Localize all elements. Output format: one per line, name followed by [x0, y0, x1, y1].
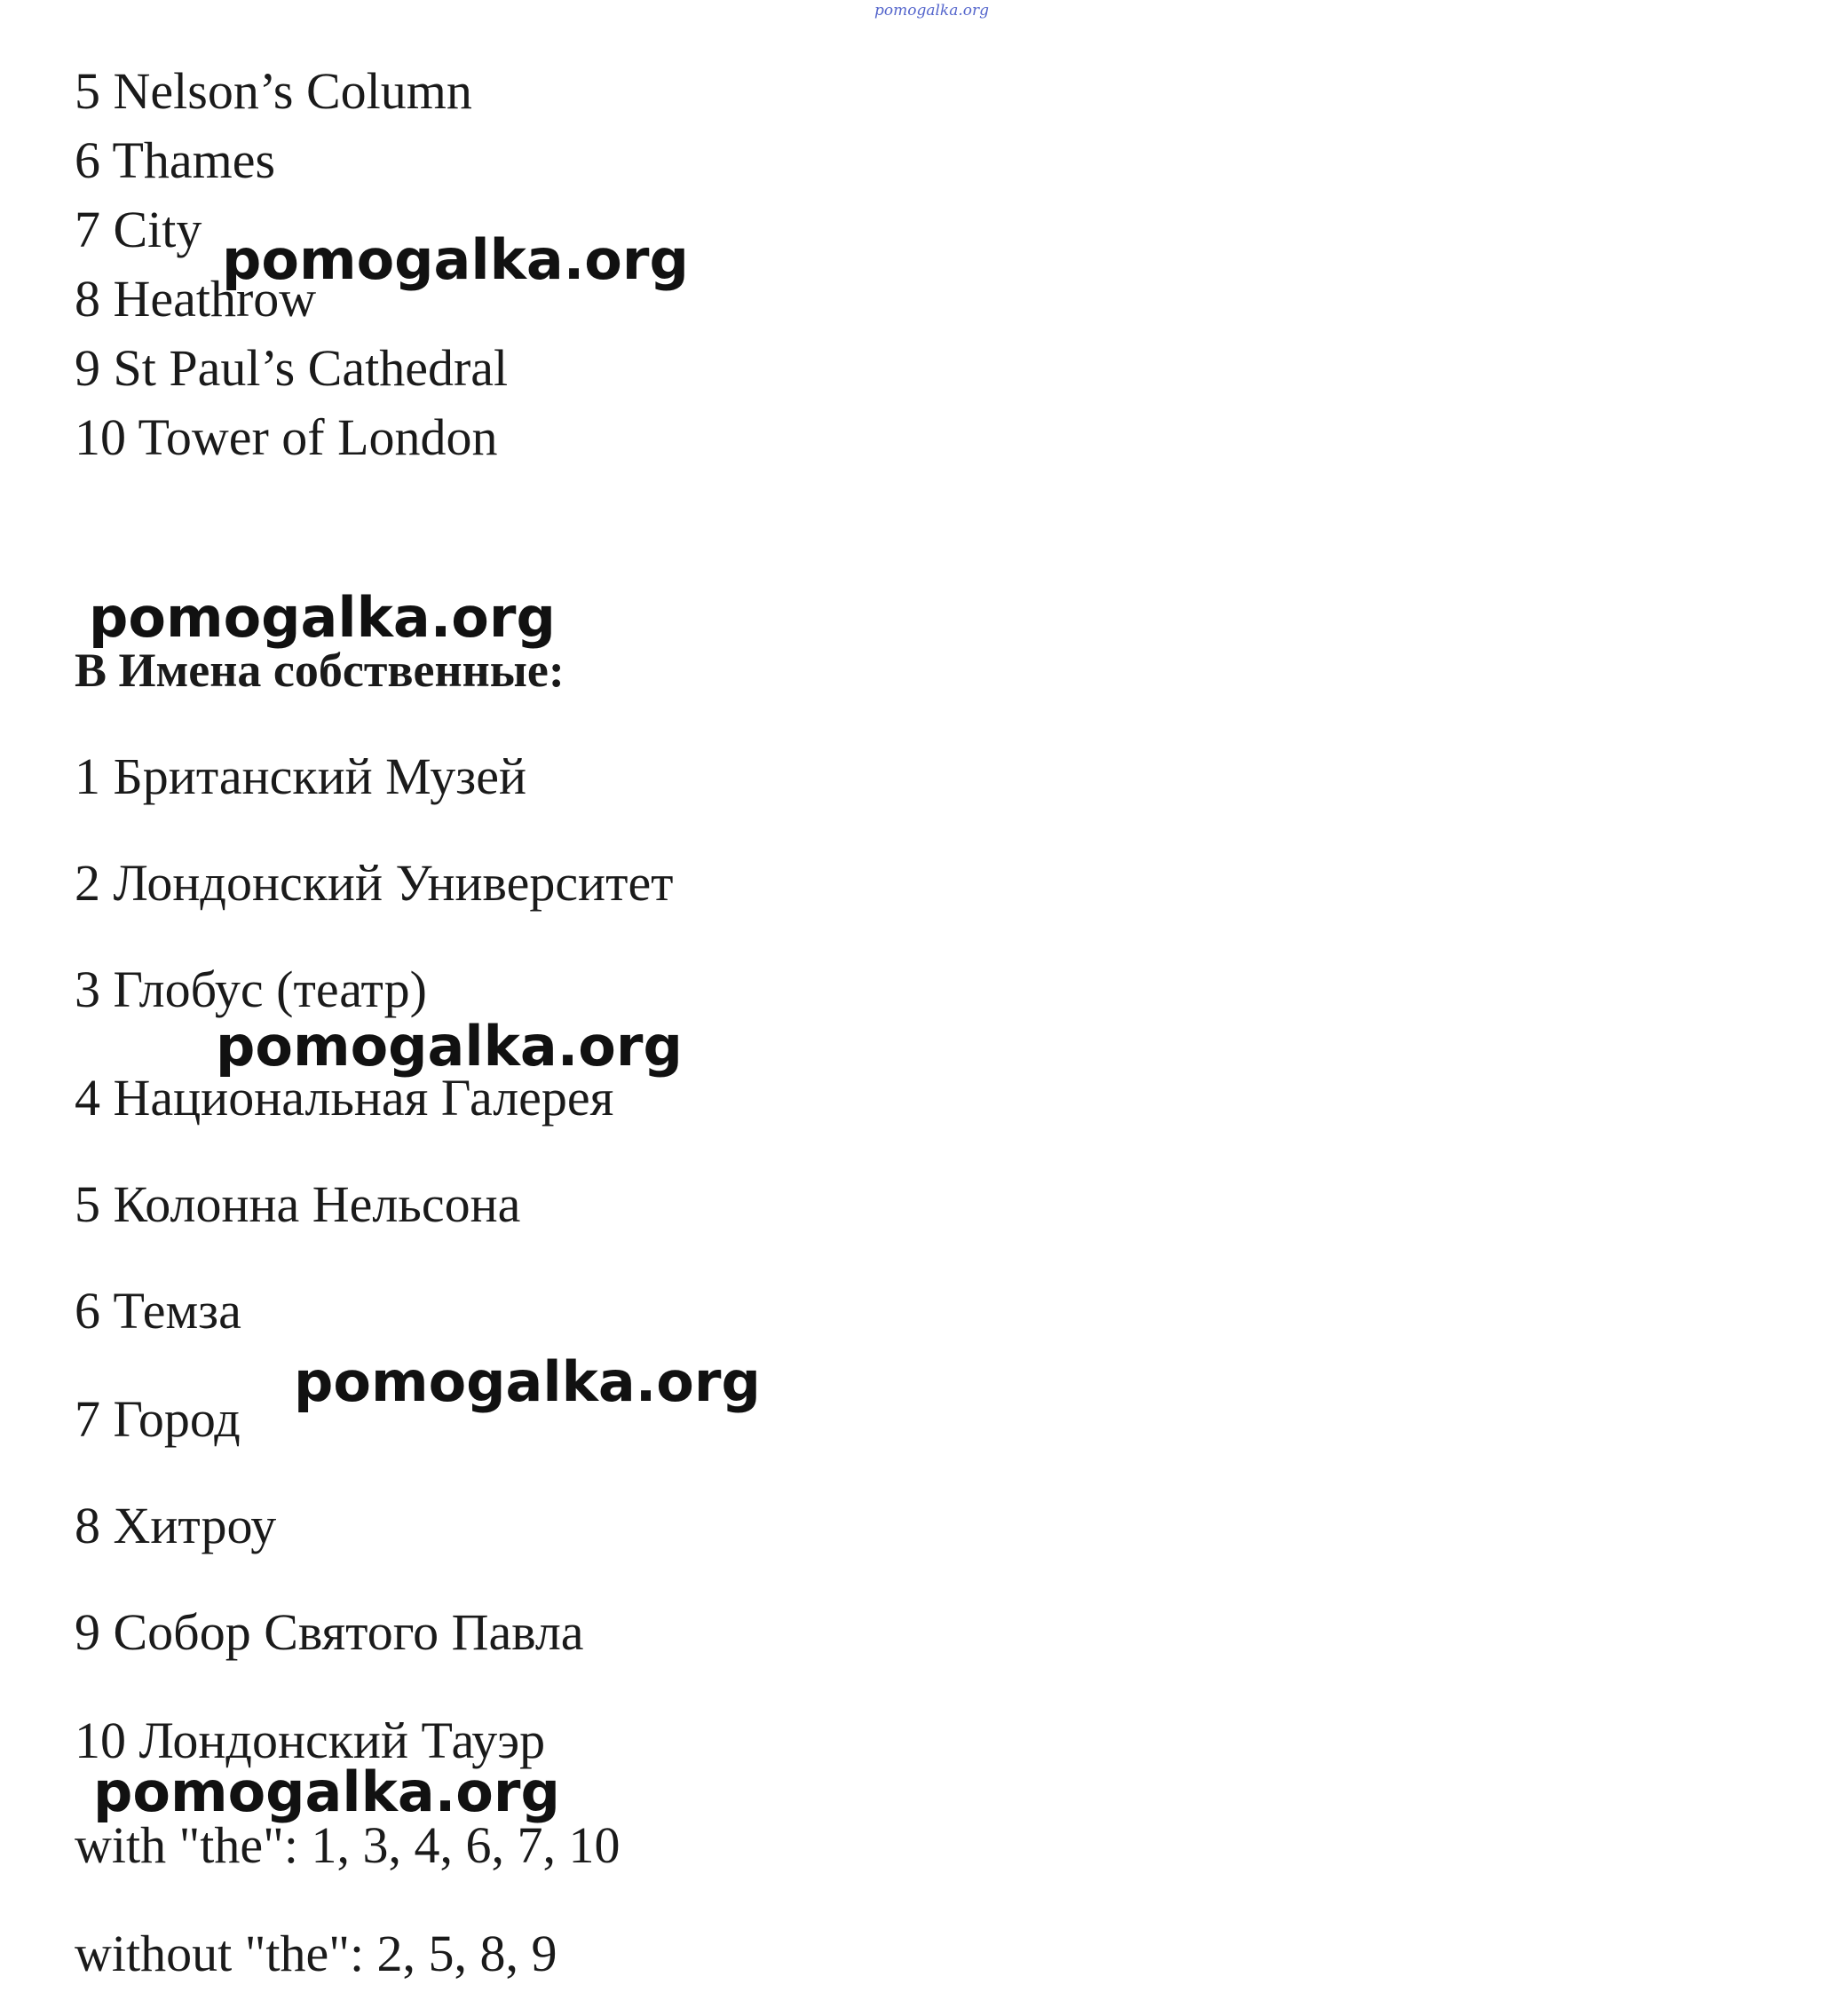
top-watermark: pomogalka.org	[874, 2, 990, 20]
list-item: 1 Британский Музей	[75, 747, 527, 805]
without-the-summary: without "the": 2, 5, 8, 9	[75, 1925, 557, 1982]
list-item: 5 Nelson’s Column	[75, 62, 472, 120]
list-item: 3 Глобус (театр)	[75, 961, 427, 1018]
with-the-summary: with "the": 1, 3, 4, 6, 7, 10	[75, 1816, 621, 1874]
watermark: pomogalka.org	[222, 227, 689, 292]
list-item: 9 Собор Святого Павла	[75, 1603, 584, 1661]
list-item: 7 Город	[75, 1390, 241, 1448]
section-heading: B Имена собственные:	[75, 644, 565, 697]
watermark: pomogalka.org	[216, 1014, 683, 1079]
watermark: pomogalka.org	[89, 585, 556, 650]
list-item: 10 Tower of London	[75, 408, 498, 466]
watermark: pomogalka.org	[93, 1759, 560, 1824]
list-item: 8 Heathrow	[75, 270, 317, 328]
list-item: 8 Хитроу	[75, 1497, 277, 1554]
list-item: 9 St Paul’s Cathedral	[75, 339, 509, 397]
list-item: 2 Лондонский Университет	[75, 854, 674, 912]
list-item: 4 Национальная Галерея	[75, 1069, 614, 1127]
list-item: 6 Thames	[75, 131, 276, 189]
list-item: 5 Колонна Нельсона	[75, 1175, 521, 1233]
list-item: 7 City	[75, 201, 202, 258]
list-item: 10 Лондонский Тауэр	[75, 1712, 546, 1769]
watermark: pomogalka.org	[294, 1349, 761, 1414]
list-item: 6 Темза	[75, 1282, 241, 1340]
